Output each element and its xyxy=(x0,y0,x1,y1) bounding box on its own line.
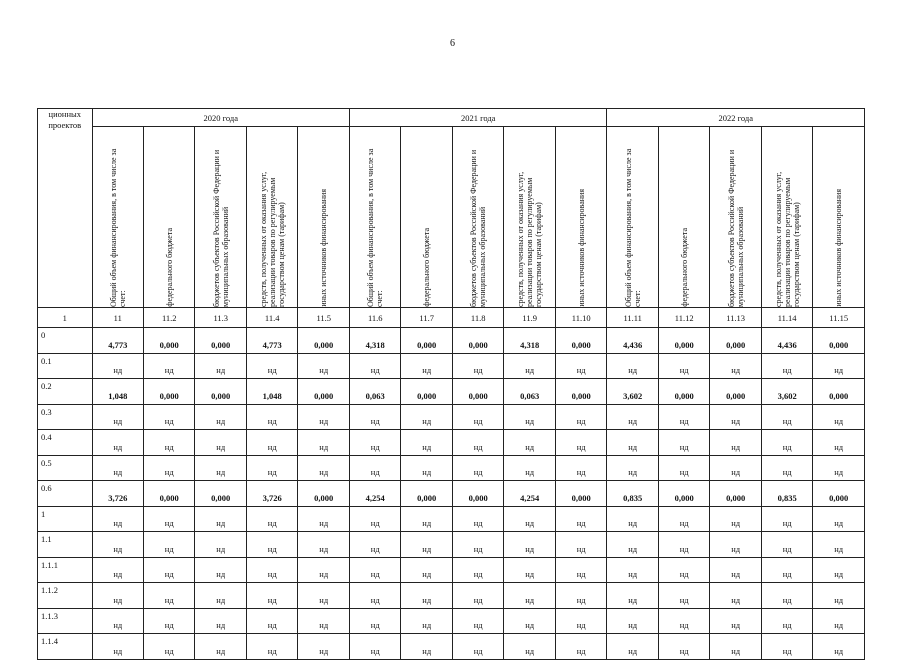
table-cell: нд xyxy=(607,608,658,634)
table-cell: нд xyxy=(555,430,607,456)
table-cell: нд xyxy=(195,506,246,532)
table-cell: нд xyxy=(349,532,400,558)
table-cell: нд xyxy=(452,608,503,634)
table-cell: 0,000 xyxy=(401,481,452,507)
table-cell: нд xyxy=(144,455,195,481)
table-cell: нд xyxy=(246,608,297,634)
table-cell: нд xyxy=(452,506,503,532)
table-cell: 4,773 xyxy=(92,328,143,354)
table-cell: нд xyxy=(658,353,709,379)
table-cell: нд xyxy=(246,506,297,532)
column-number: 11.10 xyxy=(555,308,607,328)
column-header xyxy=(452,127,503,308)
table-cell: нд xyxy=(298,583,350,609)
table-cell: нд xyxy=(349,634,400,660)
table-row xyxy=(38,353,865,379)
column-number: 1 xyxy=(38,308,93,328)
table-cell: нд xyxy=(195,404,246,430)
table-cell: нд xyxy=(401,353,452,379)
table-row xyxy=(38,404,865,430)
column-number: 11.5 xyxy=(298,308,350,328)
table-cell: нд xyxy=(658,404,709,430)
column-header-text: иных источников финансирования xyxy=(319,189,329,307)
table-cell: 4,318 xyxy=(504,328,555,354)
column-header xyxy=(195,127,246,308)
table-cell: нд xyxy=(401,583,452,609)
table-cell: нд xyxy=(298,608,350,634)
table-cell: нд xyxy=(349,455,400,481)
table-cell: 0,000 xyxy=(195,481,246,507)
table-cell: нд xyxy=(195,634,246,660)
column-number: 11.8 xyxy=(452,308,503,328)
column-number: 11 xyxy=(92,308,143,328)
table-row xyxy=(38,379,865,405)
table-cell: нд xyxy=(92,634,143,660)
project-code: 0.5 xyxy=(38,455,93,481)
table-cell: 0,063 xyxy=(349,379,400,405)
table-cell: 0,000 xyxy=(195,379,246,405)
table-cell: нд xyxy=(813,557,865,583)
table-cell: 0,000 xyxy=(658,328,709,354)
column-header xyxy=(246,127,297,308)
table-cell: нд xyxy=(246,404,297,430)
table-cell: нд xyxy=(761,557,812,583)
table-cell: нд xyxy=(504,634,555,660)
table-cell: нд xyxy=(658,532,709,558)
table-cell: нд xyxy=(658,634,709,660)
table-cell: 4,773 xyxy=(246,328,297,354)
column-header xyxy=(761,127,812,308)
corner-line-1: ционных xyxy=(48,109,81,119)
table-cell: нд xyxy=(298,634,350,660)
table-cell: нд xyxy=(195,557,246,583)
page-number: 6 xyxy=(450,38,455,49)
year-header-row xyxy=(38,109,865,127)
column-number: 11.12 xyxy=(658,308,709,328)
table-cell: нд xyxy=(607,583,658,609)
table-cell: нд xyxy=(246,583,297,609)
project-code: 0.4 xyxy=(38,430,93,456)
column-number-row xyxy=(38,308,865,328)
column-header-text: Общий объем финансирования, в том числе за счет: xyxy=(623,148,642,307)
table-cell: нд xyxy=(92,430,143,456)
column-header-text: средств, полученных от оказания услуг, реализации товаров по регулируемым государством ценам (тарифам) xyxy=(773,171,801,307)
table-cell: нд xyxy=(298,557,350,583)
table-cell: нд xyxy=(504,532,555,558)
table-cell: нд xyxy=(92,532,143,558)
table-cell: нд xyxy=(658,430,709,456)
table-cell: нд xyxy=(658,583,709,609)
table-cell: нд xyxy=(349,506,400,532)
column-header-text: иных источников финансирования xyxy=(576,189,586,307)
table-cell: нд xyxy=(246,353,297,379)
column-number: 11.11 xyxy=(607,308,658,328)
table-cell: нд xyxy=(761,583,812,609)
table-cell: нд xyxy=(761,404,812,430)
table-cell: 0,835 xyxy=(761,481,812,507)
table-cell: 4,254 xyxy=(349,481,400,507)
table-cell: нд xyxy=(246,455,297,481)
table-cell: 0,000 xyxy=(658,481,709,507)
project-code: 1.1.1 xyxy=(38,557,93,583)
table-cell: 4,254 xyxy=(504,481,555,507)
column-header-text: федерального бюджета xyxy=(679,228,689,307)
table-row xyxy=(38,455,865,481)
table-cell: 0,000 xyxy=(813,328,865,354)
table-cell: нд xyxy=(144,404,195,430)
column-number: 11.2 xyxy=(144,308,195,328)
column-header-text: бюджетов субъектов Российской Федерации и муниципальных образований xyxy=(469,149,488,307)
table-cell: нд xyxy=(401,557,452,583)
table-cell: 0,000 xyxy=(710,481,761,507)
year-header-2020: 2020 года xyxy=(92,109,349,127)
project-code-header xyxy=(38,109,93,308)
table-cell: нд xyxy=(813,404,865,430)
column-number: 11.6 xyxy=(349,308,400,328)
table-cell: нд xyxy=(144,506,195,532)
table-cell: нд xyxy=(607,532,658,558)
table-cell: нд xyxy=(401,608,452,634)
table-cell: нд xyxy=(401,532,452,558)
table-cell: 0,000 xyxy=(298,328,350,354)
table-cell: нд xyxy=(298,430,350,456)
table-cell: нд xyxy=(555,353,607,379)
table-cell: нд xyxy=(761,455,812,481)
table-row xyxy=(38,634,865,660)
table-cell: 0,000 xyxy=(401,328,452,354)
table-cell: нд xyxy=(813,455,865,481)
table-cell: нд xyxy=(710,583,761,609)
table-cell: 0,000 xyxy=(298,379,350,405)
table-cell: 0,000 xyxy=(195,328,246,354)
table-cell: нд xyxy=(504,404,555,430)
table-cell: нд xyxy=(710,608,761,634)
year-header-2021: 2021 года xyxy=(349,109,606,127)
table-cell: нд xyxy=(144,353,195,379)
table-cell: 3,726 xyxy=(92,481,143,507)
table-cell: нд xyxy=(813,608,865,634)
table-cell: 0,000 xyxy=(452,481,503,507)
table-cell: 0,000 xyxy=(298,481,350,507)
table-cell: нд xyxy=(504,557,555,583)
table-cell: нд xyxy=(555,557,607,583)
table-cell: нд xyxy=(504,455,555,481)
table-cell: нд xyxy=(92,455,143,481)
table-cell: нд xyxy=(710,430,761,456)
table-cell: нд xyxy=(658,608,709,634)
table-cell: нд xyxy=(607,353,658,379)
column-header xyxy=(92,127,143,308)
column-header xyxy=(658,127,709,308)
table-cell: нд xyxy=(195,455,246,481)
table-cell: нд xyxy=(452,404,503,430)
column-header xyxy=(813,127,865,308)
table-cell: нд xyxy=(349,583,400,609)
table-cell: нд xyxy=(401,506,452,532)
table-cell: нд xyxy=(92,583,143,609)
project-code: 0 xyxy=(38,328,93,354)
column-header-text: бюджетов субъектов Российской Федерации и муниципальных образований xyxy=(726,149,745,307)
table-cell: нд xyxy=(761,353,812,379)
table-cell: нд xyxy=(298,506,350,532)
table-cell: нд xyxy=(144,608,195,634)
table-cell: нд xyxy=(710,455,761,481)
table-cell: 3,602 xyxy=(761,379,812,405)
table-cell: нд xyxy=(452,455,503,481)
project-code: 1.1.4 xyxy=(38,634,93,660)
table-cell: нд xyxy=(607,430,658,456)
table-cell: нд xyxy=(246,430,297,456)
table-cell: нд xyxy=(452,353,503,379)
table-cell: нд xyxy=(710,557,761,583)
table-cell: нд xyxy=(710,404,761,430)
table-cell: нд xyxy=(401,455,452,481)
table-cell: нд xyxy=(246,532,297,558)
table-cell: нд xyxy=(813,634,865,660)
column-header xyxy=(555,127,607,308)
column-number: 11.7 xyxy=(401,308,452,328)
table-row xyxy=(38,328,865,354)
table-cell: нд xyxy=(92,506,143,532)
table-cell: нд xyxy=(92,608,143,634)
table-row xyxy=(38,532,865,558)
column-number: 11.13 xyxy=(710,308,761,328)
table-cell: нд xyxy=(452,532,503,558)
table-cell: 4,318 xyxy=(349,328,400,354)
table-cell: нд xyxy=(144,532,195,558)
table-cell: нд xyxy=(195,608,246,634)
column-number: 11.9 xyxy=(504,308,555,328)
corner-line-2: проектов xyxy=(48,120,82,130)
table-cell: нд xyxy=(298,532,350,558)
table-cell: нд xyxy=(607,634,658,660)
column-header-row xyxy=(38,127,865,308)
table-cell: нд xyxy=(452,430,503,456)
table-cell: нд xyxy=(813,430,865,456)
column-header xyxy=(349,127,400,308)
table-cell: 4,436 xyxy=(607,328,658,354)
table-cell: 0,000 xyxy=(813,481,865,507)
column-header xyxy=(401,127,452,308)
table-cell: нд xyxy=(92,557,143,583)
table-cell: 0,000 xyxy=(401,379,452,405)
table-cell: нд xyxy=(349,404,400,430)
table-cell: нд xyxy=(401,404,452,430)
table-cell: нд xyxy=(555,634,607,660)
year-header-2022: 2022 года xyxy=(607,109,865,127)
table-cell: нд xyxy=(761,430,812,456)
table-cell: нд xyxy=(504,353,555,379)
table-cell: нд xyxy=(607,404,658,430)
table-row xyxy=(38,583,865,609)
table-cell: нд xyxy=(658,506,709,532)
table-cell: нд xyxy=(607,557,658,583)
table-cell: нд xyxy=(144,634,195,660)
column-header-text: федерального бюджета xyxy=(422,228,432,307)
table-cell: 0,063 xyxy=(504,379,555,405)
table-cell: нд xyxy=(813,506,865,532)
column-header xyxy=(504,127,555,308)
table-cell: 0,000 xyxy=(144,379,195,405)
column-header-text: бюджетов субъектов Российской Федерации и муниципальных образований xyxy=(211,149,230,307)
table-cell: 0,835 xyxy=(607,481,658,507)
table-cell: нд xyxy=(813,353,865,379)
table-cell: нд xyxy=(555,608,607,634)
table-cell: нд xyxy=(452,634,503,660)
table-cell: 0,000 xyxy=(555,328,607,354)
column-header-text: иных источников финансирования xyxy=(834,189,844,307)
table-cell: нд xyxy=(813,532,865,558)
column-header-text: Общий объем финансирования, в том числе за счет: xyxy=(366,148,385,307)
table-cell: 0,000 xyxy=(144,328,195,354)
table-cell: 0,000 xyxy=(452,328,503,354)
table-cell: нд xyxy=(658,455,709,481)
table-cell: нд xyxy=(555,455,607,481)
column-header xyxy=(144,127,195,308)
column-number: 11.3 xyxy=(195,308,246,328)
project-code: 1 xyxy=(38,506,93,532)
column-number: 11.4 xyxy=(246,308,297,328)
table-cell: нд xyxy=(92,404,143,430)
table-cell: нд xyxy=(144,557,195,583)
table-cell: нд xyxy=(555,583,607,609)
table-cell: нд xyxy=(710,506,761,532)
table-cell: 0,000 xyxy=(710,328,761,354)
table-cell: 0,000 xyxy=(813,379,865,405)
table-cell: нд xyxy=(349,557,400,583)
table-cell: нд xyxy=(504,583,555,609)
table-cell: нд xyxy=(658,557,709,583)
table-cell: нд xyxy=(504,506,555,532)
table-cell: нд xyxy=(607,455,658,481)
table-cell: нд xyxy=(195,430,246,456)
project-code: 0.3 xyxy=(38,404,93,430)
table-cell: нд xyxy=(607,506,658,532)
project-code: 0.6 xyxy=(38,481,93,507)
table-cell: нд xyxy=(195,583,246,609)
table-cell: нд xyxy=(195,532,246,558)
table-cell: нд xyxy=(710,634,761,660)
table-cell: нд xyxy=(710,353,761,379)
column-header xyxy=(607,127,658,308)
table-cell: нд xyxy=(298,404,350,430)
table-row xyxy=(38,481,865,507)
table-cell: нд xyxy=(401,634,452,660)
table-cell: нд xyxy=(761,506,812,532)
table-row xyxy=(38,557,865,583)
table-cell: нд xyxy=(761,608,812,634)
table-cell: 0,000 xyxy=(710,379,761,405)
column-header xyxy=(710,127,761,308)
project-code: 1.1.2 xyxy=(38,583,93,609)
table-cell: 4,436 xyxy=(761,328,812,354)
table-cell: нд xyxy=(144,583,195,609)
table-cell: 0,000 xyxy=(144,481,195,507)
table-cell: нд xyxy=(555,404,607,430)
table-cell: нд xyxy=(349,608,400,634)
column-header xyxy=(298,127,350,308)
table-cell: нд xyxy=(555,532,607,558)
table-cell: нд xyxy=(349,430,400,456)
table-cell: нд xyxy=(555,506,607,532)
table-cell: 0,000 xyxy=(555,481,607,507)
table-cell: 0,000 xyxy=(452,379,503,405)
column-header-text: средств, полученных от оказания услуг, реализации товаров по регулируемым государством ценам (тарифам) xyxy=(516,171,544,307)
table-body xyxy=(38,328,865,660)
table-cell: нд xyxy=(504,608,555,634)
table-cell: 0,000 xyxy=(555,379,607,405)
project-code: 0.2 xyxy=(38,379,93,405)
table-cell: нд xyxy=(246,634,297,660)
table-cell: нд xyxy=(761,634,812,660)
table-row xyxy=(38,608,865,634)
table-cell: нд xyxy=(710,532,761,558)
table-cell: 3,602 xyxy=(607,379,658,405)
table-cell: 1,048 xyxy=(92,379,143,405)
column-number: 11.15 xyxy=(813,308,865,328)
table-cell: нд xyxy=(401,430,452,456)
project-code: 1.1 xyxy=(38,532,93,558)
table-cell: нд xyxy=(144,430,195,456)
table-cell: нд xyxy=(813,583,865,609)
table-row xyxy=(38,430,865,456)
table-row xyxy=(38,506,865,532)
table-cell: нд xyxy=(92,353,143,379)
table-cell: 1,048 xyxy=(246,379,297,405)
project-code: 0.1 xyxy=(38,353,93,379)
table-cell: нд xyxy=(195,353,246,379)
column-number: 11.14 xyxy=(761,308,812,328)
financing-table xyxy=(37,108,865,660)
column-header-text: федерального бюджета xyxy=(164,228,174,307)
table-cell: нд xyxy=(246,557,297,583)
table-cell: нд xyxy=(298,353,350,379)
table-cell: 3,726 xyxy=(246,481,297,507)
column-header-text: Общий объем финансирования, в том числе за счет: xyxy=(108,148,127,307)
table-cell: нд xyxy=(452,583,503,609)
table-cell: нд xyxy=(298,455,350,481)
table-cell: нд xyxy=(452,557,503,583)
table-cell: нд xyxy=(761,532,812,558)
table-cell: 0,000 xyxy=(658,379,709,405)
table-cell: нд xyxy=(349,353,400,379)
column-header-text: средств, полученных от оказания услуг, реализации товаров по регулируемым государством ценам (тарифам) xyxy=(258,171,286,307)
table-cell: нд xyxy=(504,430,555,456)
project-code: 1.1.3 xyxy=(38,608,93,634)
